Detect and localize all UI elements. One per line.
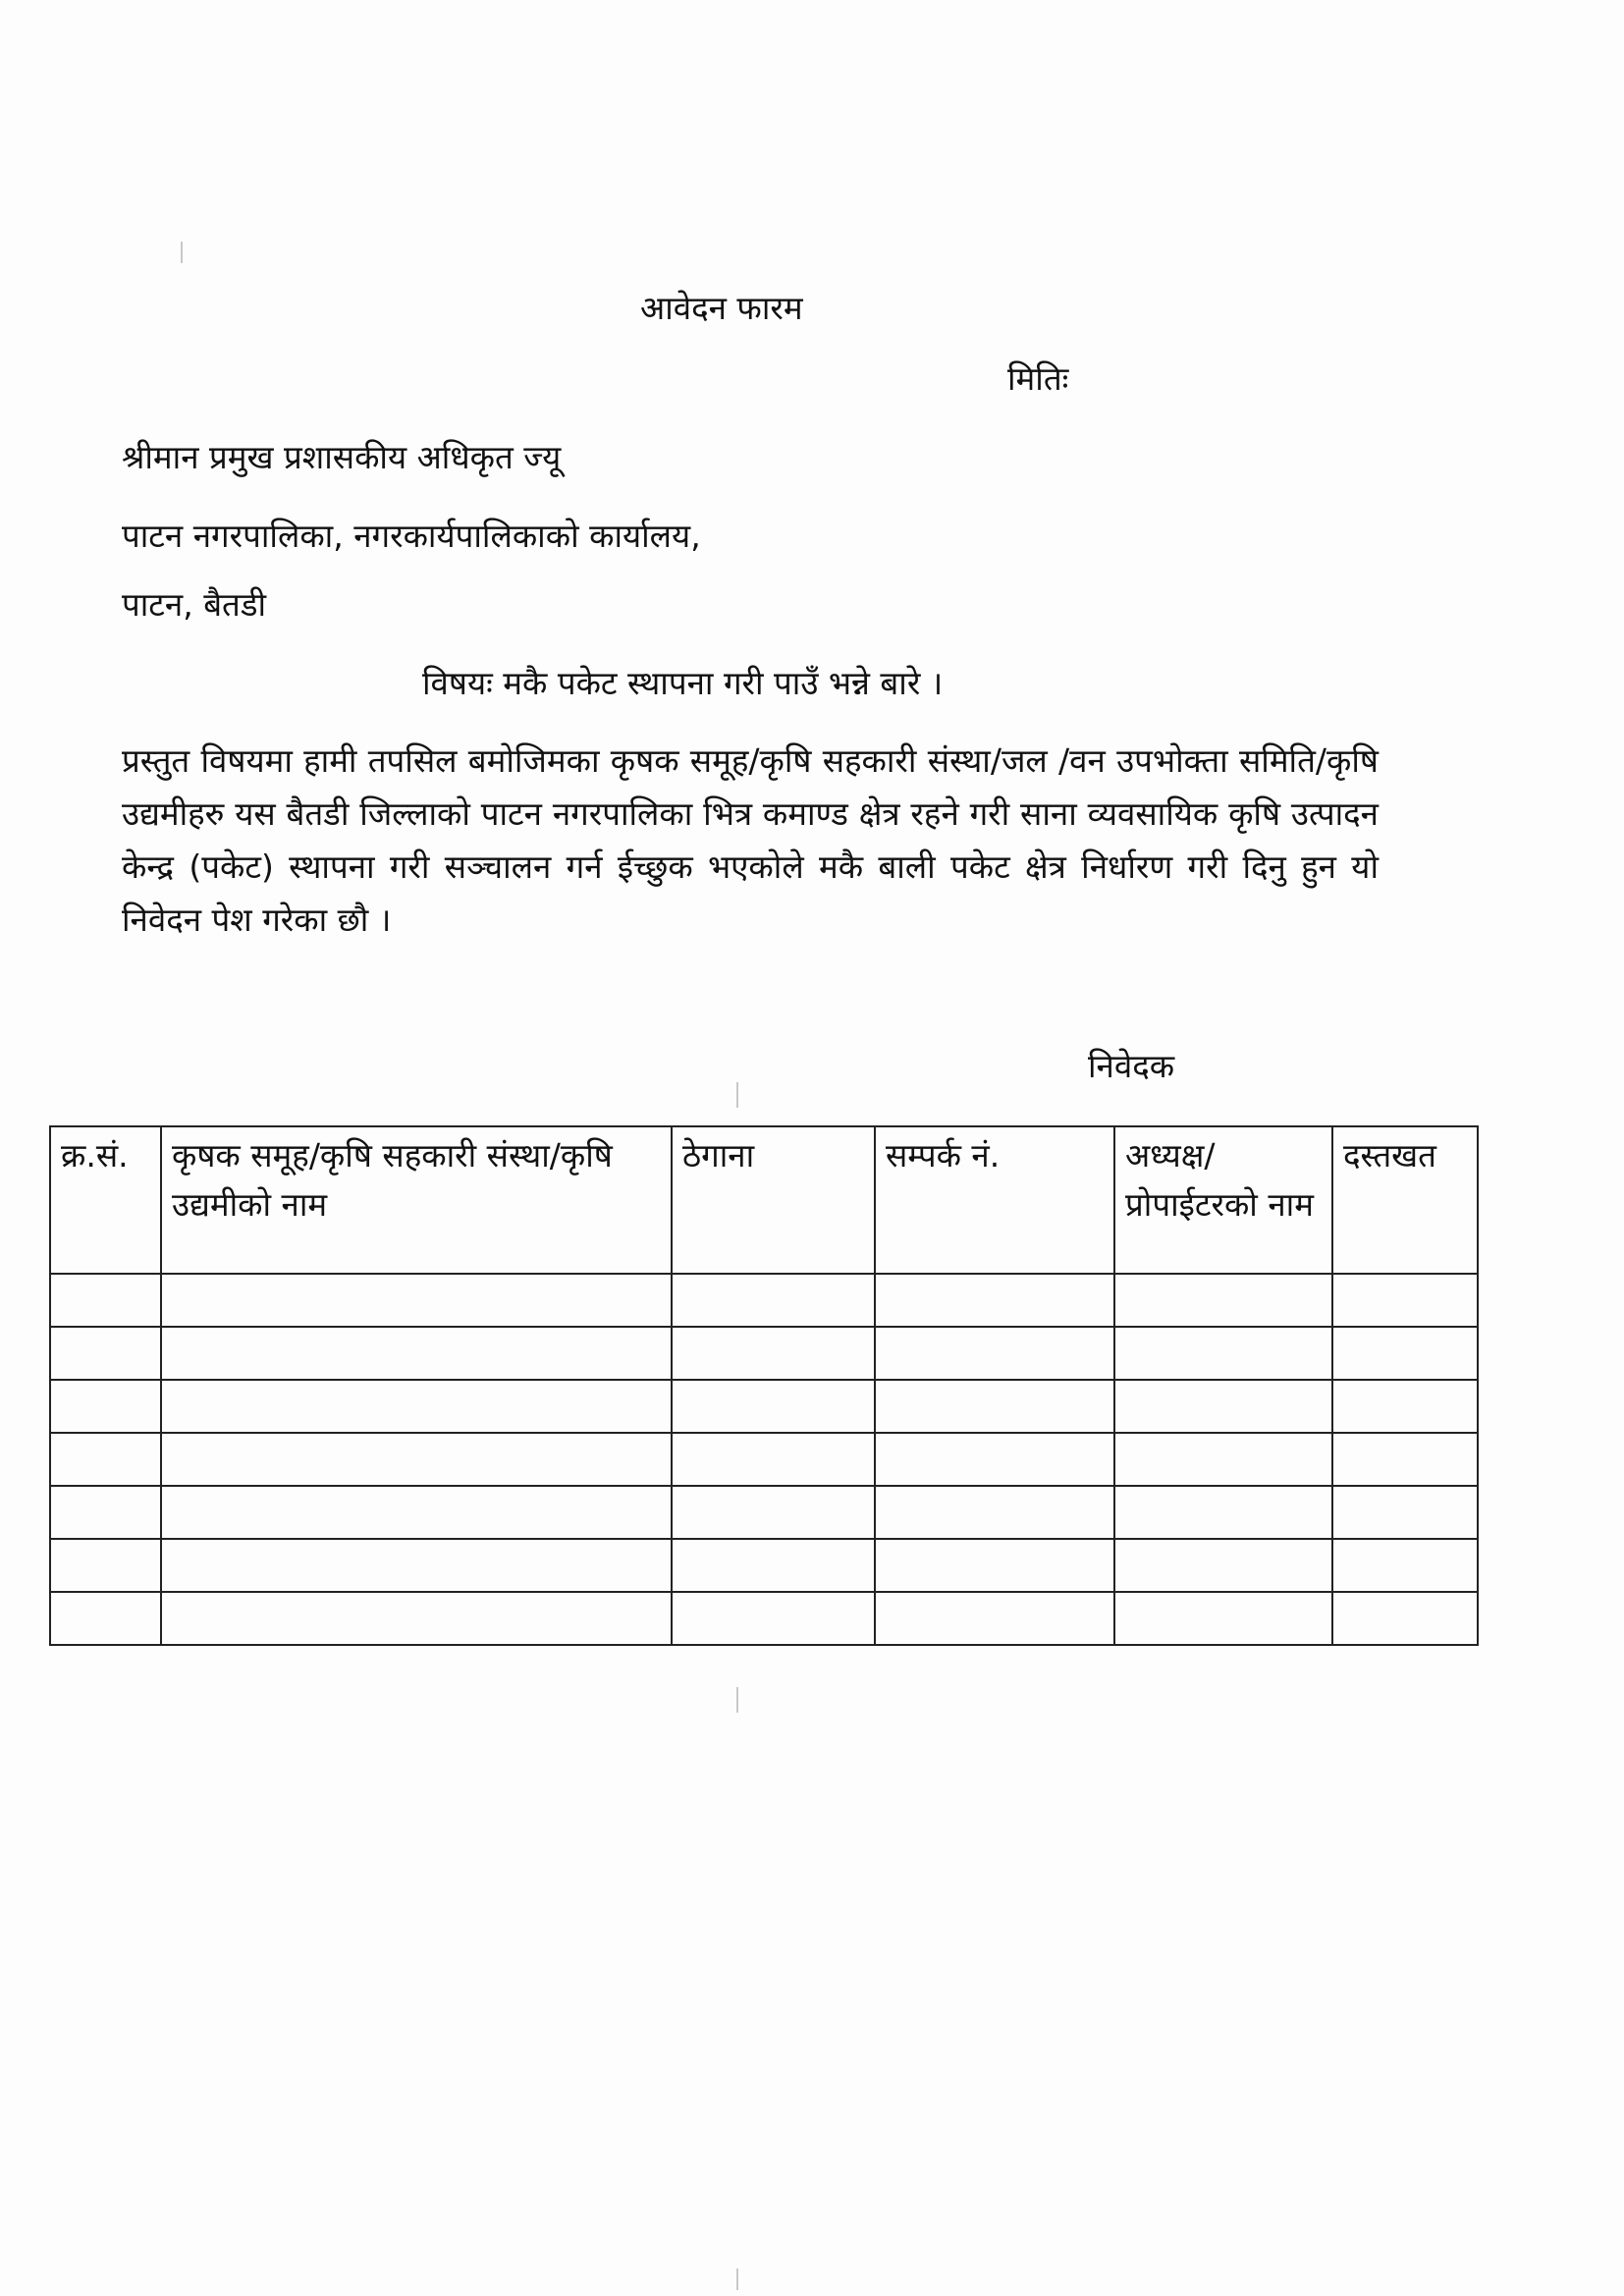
table-cell bbox=[875, 1539, 1114, 1592]
table-cell bbox=[161, 1380, 672, 1433]
table-row bbox=[50, 1433, 1478, 1486]
table-header-row bbox=[50, 1126, 1478, 1274]
table-cell bbox=[1114, 1539, 1332, 1592]
address-line-2: पाटन नगरपालिका, नगरकार्यपालिकाको कार्यालय, bbox=[122, 517, 701, 555]
header-address: ठेगाना bbox=[672, 1126, 875, 1274]
scan-mark bbox=[181, 242, 183, 263]
table-cell bbox=[672, 1539, 875, 1592]
table-cell bbox=[672, 1274, 875, 1327]
table-cell bbox=[50, 1327, 161, 1380]
table-cell bbox=[1332, 1592, 1478, 1645]
table-cell bbox=[161, 1592, 672, 1645]
table-cell bbox=[1114, 1592, 1332, 1645]
table-cell bbox=[672, 1380, 875, 1433]
table-cell bbox=[50, 1486, 161, 1539]
table-cell bbox=[1114, 1327, 1332, 1380]
table-cell bbox=[875, 1433, 1114, 1486]
table-row bbox=[50, 1274, 1478, 1327]
table-row bbox=[50, 1327, 1478, 1380]
table-cell bbox=[50, 1433, 161, 1486]
scan-mark bbox=[736, 1082, 738, 1108]
table-row bbox=[50, 1592, 1478, 1645]
table-cell bbox=[1332, 1539, 1478, 1592]
table-cell bbox=[1114, 1380, 1332, 1433]
table-cell bbox=[50, 1539, 161, 1592]
table-cell bbox=[672, 1327, 875, 1380]
table-cell bbox=[672, 1433, 875, 1486]
applicant-table bbox=[49, 1125, 1479, 1646]
subject-line: विषयः मकै पकेट स्थापना गरी पाउँ भन्ने बारे । bbox=[422, 664, 944, 702]
table-row bbox=[50, 1486, 1478, 1539]
table-cell bbox=[161, 1274, 672, 1327]
table-row bbox=[50, 1539, 1478, 1592]
table-cell bbox=[1332, 1274, 1478, 1327]
table-cell bbox=[1114, 1486, 1332, 1539]
table-cell bbox=[1332, 1433, 1478, 1486]
table-cell bbox=[875, 1327, 1114, 1380]
table-cell bbox=[50, 1380, 161, 1433]
table-cell bbox=[50, 1274, 161, 1327]
table-cell bbox=[875, 1592, 1114, 1645]
table-cell bbox=[1114, 1274, 1332, 1327]
table-cell bbox=[161, 1539, 672, 1592]
table-cell bbox=[1332, 1486, 1478, 1539]
header-signature: दस्तखत bbox=[1332, 1126, 1478, 1274]
table-cell bbox=[875, 1274, 1114, 1327]
address-line-3: पाटन, बैतडी bbox=[122, 585, 267, 624]
form-title: आवेदन फारम bbox=[640, 289, 803, 327]
table-cell bbox=[1332, 1380, 1478, 1433]
table-cell bbox=[161, 1433, 672, 1486]
scan-mark bbox=[736, 2269, 738, 2290]
table-cell bbox=[875, 1486, 1114, 1539]
table-cell bbox=[1332, 1327, 1478, 1380]
address-line-1: श्रीमान प्रमुख प्रशासकीय अधिकृत ज्यू bbox=[122, 438, 562, 476]
table-cell bbox=[672, 1592, 875, 1645]
applicant-label: निवेदक bbox=[1088, 1047, 1175, 1085]
date-label: मितिः bbox=[1007, 359, 1069, 398]
header-chairperson-name: अध्यक्ष/ प्रोपाईटरको नाम bbox=[1114, 1126, 1332, 1274]
header-serial-number: क्र.सं. bbox=[50, 1126, 161, 1274]
table-cell bbox=[161, 1327, 672, 1380]
table-row bbox=[50, 1380, 1478, 1433]
table-cell bbox=[1114, 1433, 1332, 1486]
table-cell bbox=[161, 1486, 672, 1539]
scan-mark bbox=[736, 1687, 738, 1713]
header-group-name: कृषक समूह/कृषि सहकारी संस्था/कृषि उद्यमीको नाम bbox=[161, 1126, 672, 1274]
body-paragraph: प्रस्तुत विषयमा हामी तपसिल बमोजिमका कृषक समूह/कृषि सहकारी संस्था/जल /वन उपभोक्ता समिति/कृषि उद्यमीहरु यस बैतडी जिल्लाको पाटन नगरपालिका भित्र कमाण्ड क्षेत्र रहने गरी साना व्यवसायिक कृषि उत्पादन केन्द्र (पकेट) स्थापना गरी सञ्चालन गर्न ईच्छुक भएकोले मकै बाली पकेट क्षेत्र निर्धारण गरी दिनु हुन यो निवेदन पेश गरेका छौ । bbox=[122, 741, 1379, 939]
table-cell bbox=[672, 1486, 875, 1539]
table-cell bbox=[50, 1592, 161, 1645]
header-contact-number: सम्पर्क नं. bbox=[875, 1126, 1114, 1274]
table-cell bbox=[875, 1380, 1114, 1433]
